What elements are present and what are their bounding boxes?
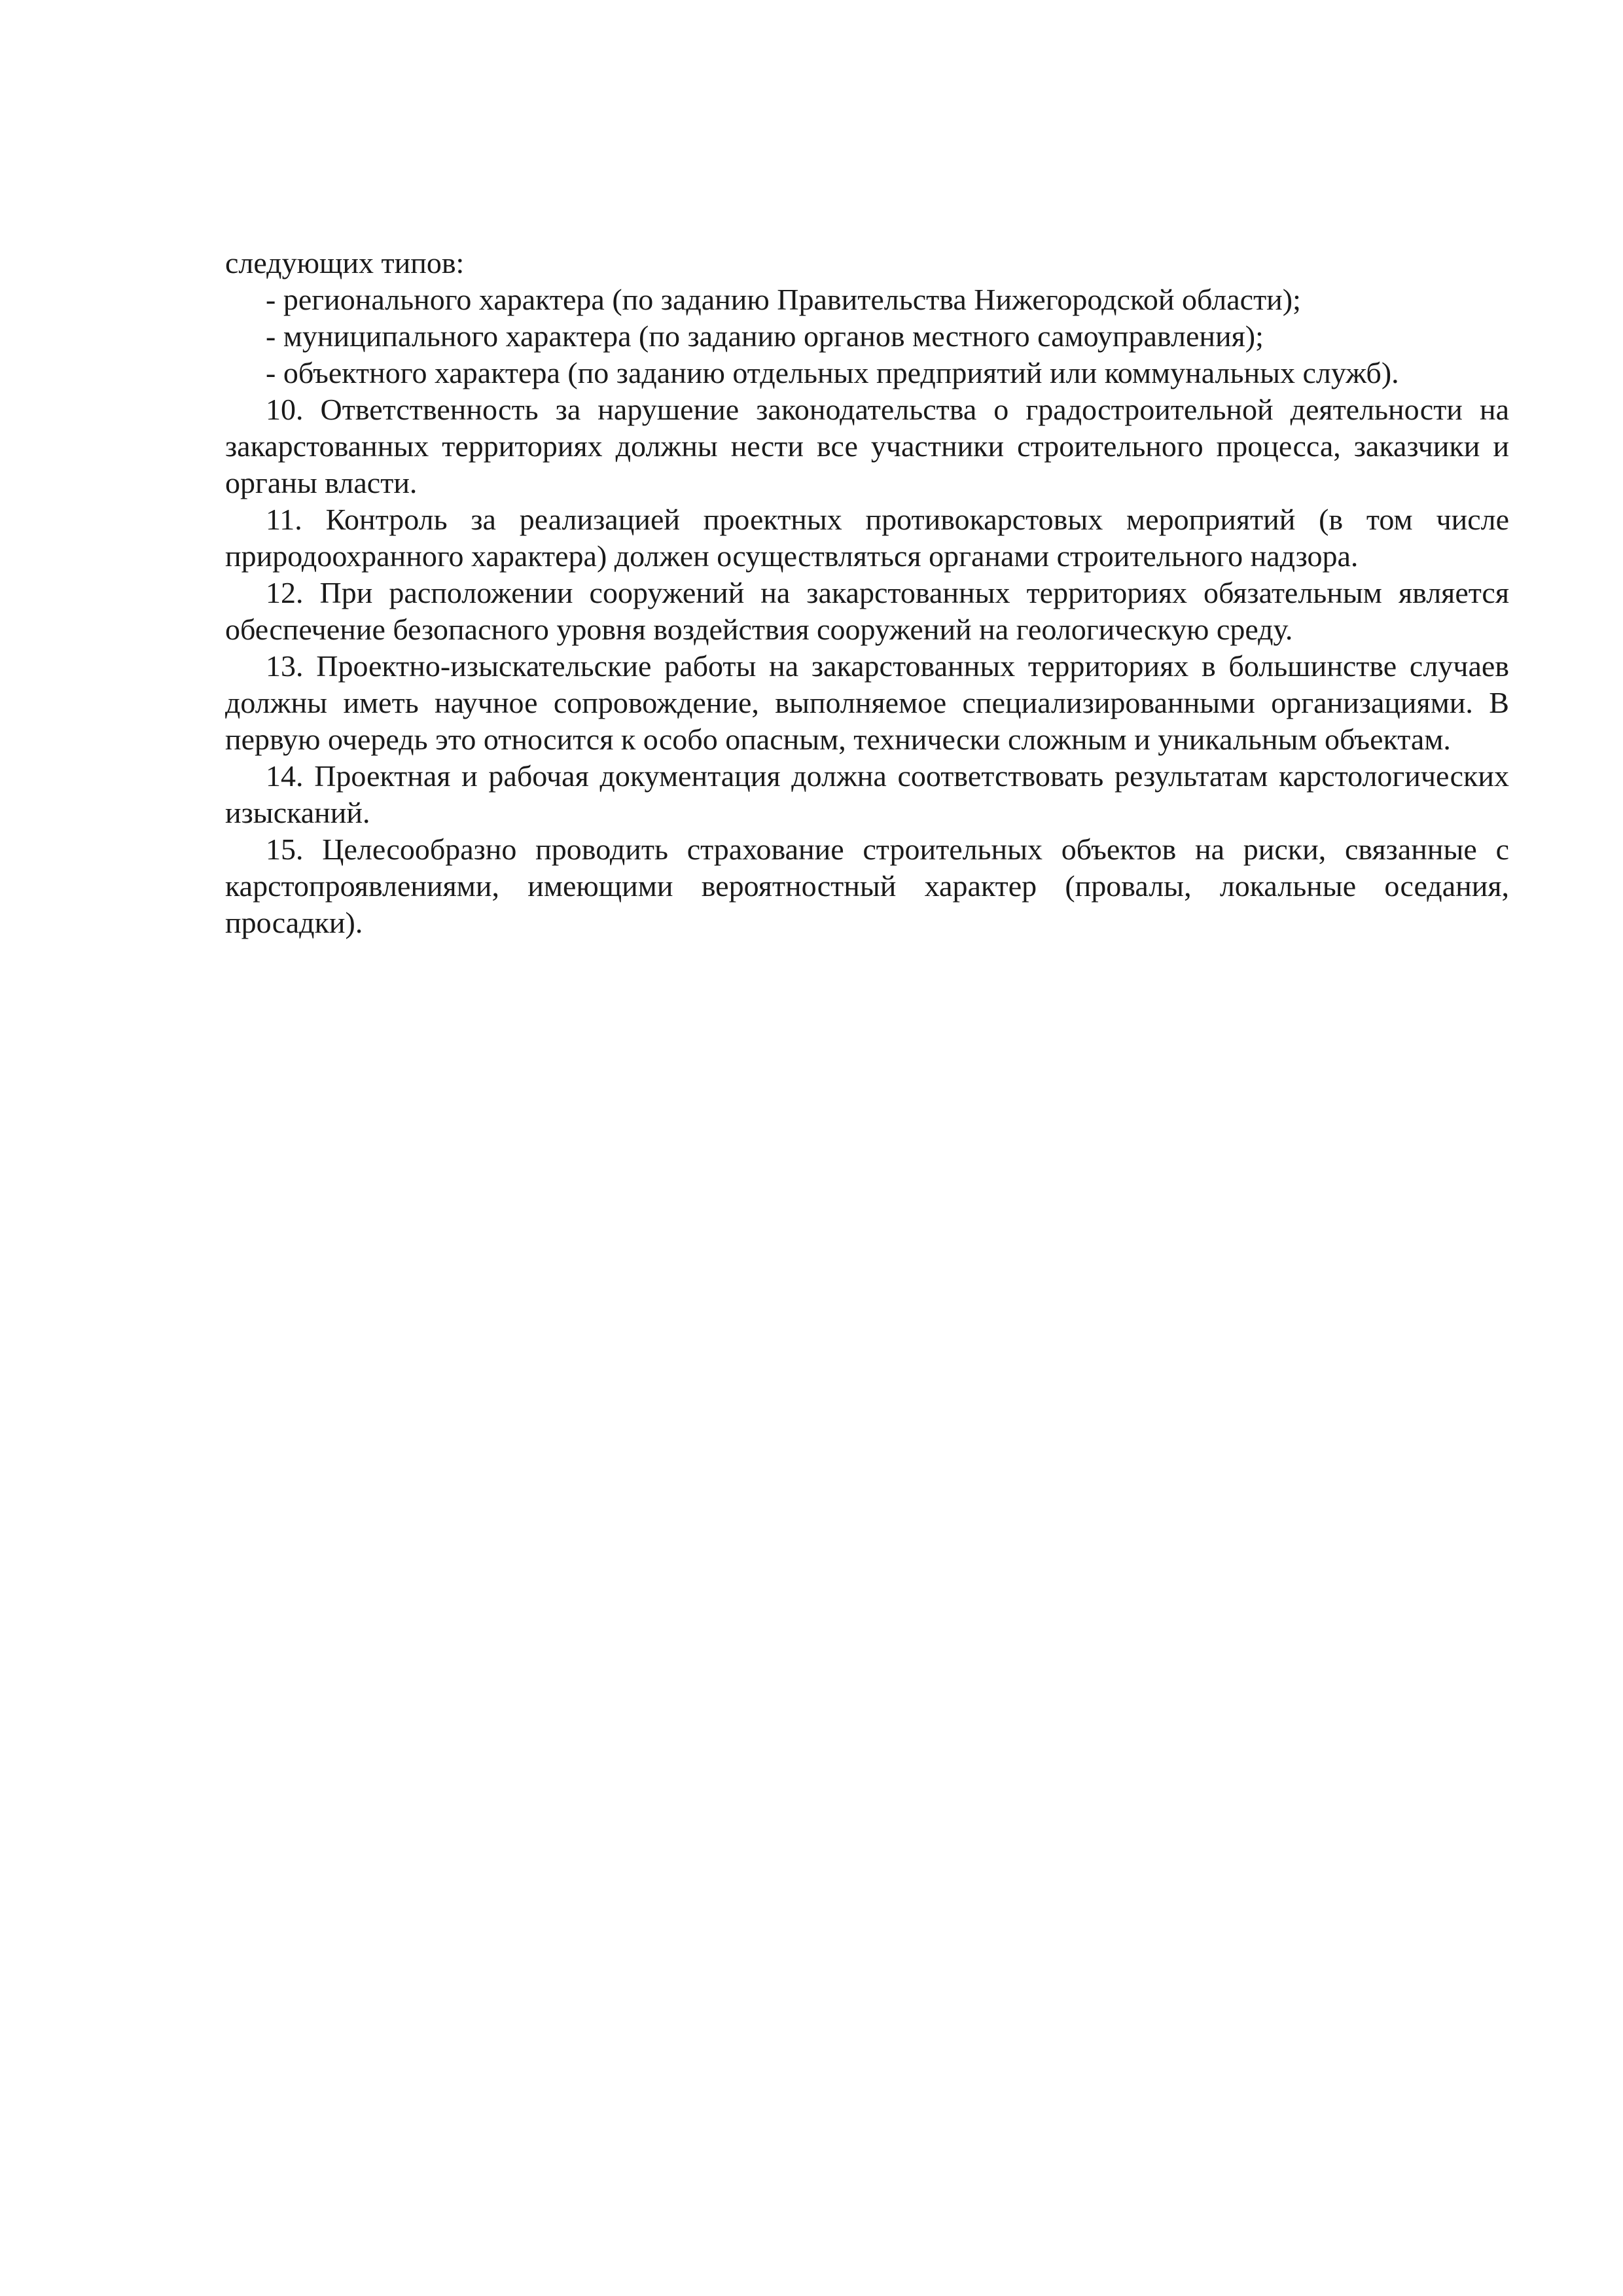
paragraph-10: 10. Ответственность за нарушение законодательства о градостроительной деятельности на закарстованных территориях должны нести все участники строительного процесса, заказчики и органы власти. (225, 393, 1509, 499)
bullet-regional: - регионального характера (по заданию Правительства Нижегородской области); (266, 283, 1301, 316)
paragraph-13: 13. Проектно-изыскательские работы на закарстованных территориях в большинстве случаев должны иметь научное сопровождение, выполняемое специализированными организациями. В первую очередь это относится к особо опасным, технически сложным и уникальным объектам. (225, 649, 1509, 756)
paragraph-15: 15. Целесообразно проводить страхование строительных объектов на риски, связанные с карстопроявлениями, имеющими вероятностный характер (провалы, локальные оседания, просадки). (225, 833, 1509, 939)
paragraph-12: 12. При расположении сооружений на закарстованных территориях обязательным является обеспечение безопасного уровня воздействия сооружений на геологическую среду. (225, 576, 1509, 646)
paragraph-11: 11. Контроль за реализацией проектных противокарстовых мероприятий (в том числе природоохранного характера) должен осуществляться органами строительного надзора. (225, 503, 1509, 573)
document-body (225, 245, 1509, 941)
bullet-object: - объектного характера (по заданию отдельных предприятий или коммунальных служб). (266, 356, 1399, 389)
paragraph-14: 14. Проектная и рабочая документация должна соответствовать результатам карстологических изысканий. (225, 759, 1509, 829)
bullet-municipal: - муниципального характера (по заданию органов местного самоуправления); (266, 319, 1264, 353)
intro-line: следующих типов: (225, 246, 465, 279)
